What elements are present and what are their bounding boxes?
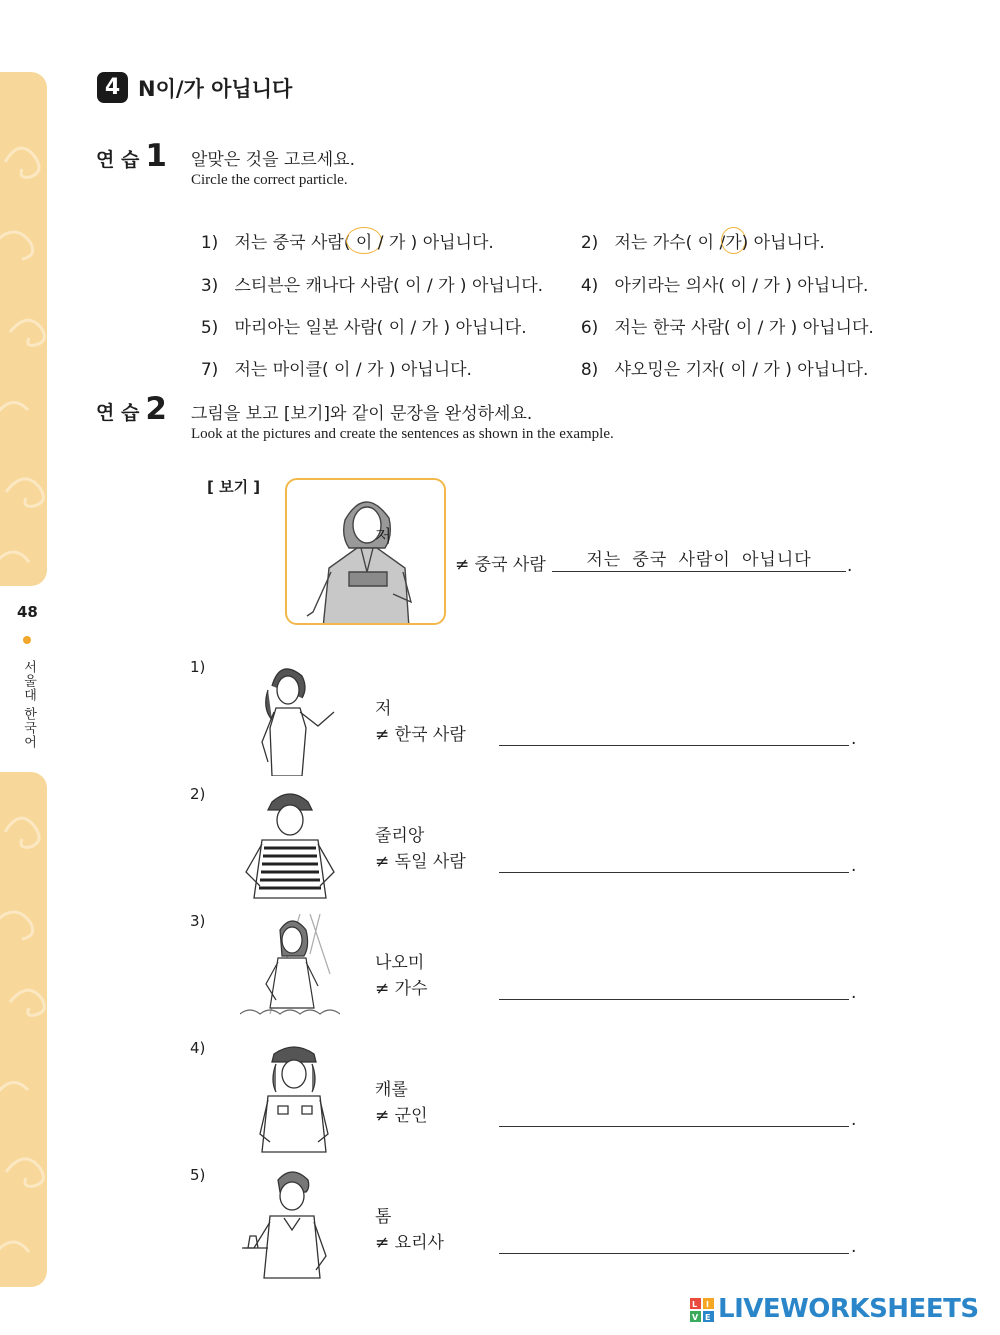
item-number: 2): [580, 233, 599, 253]
question-subject: 캐롤: [375, 1080, 408, 1100]
woman-kimono-illustration: [287, 480, 444, 623]
item-number: 8): [580, 360, 599, 380]
answer-input-2[interactable]: [499, 850, 849, 873]
exercise-number: 1: [145, 138, 167, 174]
exercise-number: 2: [145, 391, 167, 427]
item-number: 4): [580, 276, 599, 296]
question-negation: ≠ 독일 사람: [375, 852, 466, 872]
item-number: 7): [200, 360, 219, 380]
question-subject: 줄리앙: [375, 826, 425, 846]
question-period: .: [851, 1110, 857, 1130]
item-text: ) 아닙니다.: [410, 233, 494, 253]
question-period: .: [851, 1237, 857, 1257]
logo-box-letter: V: [692, 1313, 699, 1322]
question-subject: 저: [375, 699, 392, 719]
item-text: 저는 한국 사람( 이 / 가 ) 아닙니다.: [614, 318, 874, 338]
answer-input-1[interactable]: [499, 723, 849, 746]
particle-separator: /: [377, 233, 384, 253]
logo-box-letter: E: [705, 1313, 711, 1322]
item-number: 5): [200, 318, 219, 338]
item-text: 저는 중국 사람(: [234, 233, 351, 253]
logo-box-letter: L: [692, 1300, 698, 1309]
item-text: ) 아닙니다.: [741, 233, 825, 253]
example-answer: 저는 중국 사람이 아닙니다: [552, 545, 846, 572]
exercise-label-text: 연 습: [96, 149, 140, 171]
liveworksheets-logo-icon: [690, 1298, 716, 1324]
item-number: 6): [580, 318, 599, 338]
sidebar-tab-top: [0, 72, 47, 586]
item-number: 3): [200, 276, 219, 296]
exercise-label-text: 연 습: [96, 402, 140, 424]
waiter-illustration: [240, 1168, 340, 1282]
particle-option-circled[interactable]: 이: [346, 227, 381, 254]
item-text: 아키라는 의사( 이 / 가 ) 아닙니다.: [614, 276, 869, 296]
exercise2-instruction-ko: 그림을 보고 [보기]와 같이 문장을 완성하세요.: [191, 404, 533, 424]
question-negation: ≠ 가수: [375, 979, 428, 999]
particle-option-circled[interactable]: 가: [721, 227, 745, 254]
question-number: 2): [190, 785, 206, 803]
answer-input-3[interactable]: [499, 977, 849, 1000]
question-subject: 나오미: [375, 953, 425, 973]
page-number: 48: [17, 603, 38, 621]
question-subject: 톰: [375, 1207, 392, 1227]
item-number: 1): [200, 233, 219, 253]
answer-input-5[interactable]: [499, 1231, 849, 1254]
man-striped-shirt-illustration: [240, 788, 340, 900]
section-number-badge: 4: [97, 72, 128, 103]
particle-item-6[interactable]: [570, 293, 874, 338]
question-number: 3): [190, 912, 206, 930]
particle-item-2: [570, 208, 825, 253]
item-text: 마리아는 일본 사람( 이 / 가 ) 아닙니다.: [234, 318, 527, 338]
section-title: N이/가 아닙니다: [138, 77, 293, 101]
particle-item-4[interactable]: [570, 251, 868, 296]
particle-item-8[interactable]: [570, 335, 868, 380]
question-number: 4): [190, 1039, 206, 1057]
cloud-pattern-icon: [0, 772, 47, 1287]
answer-input-4[interactable]: [499, 1104, 849, 1127]
question-period: .: [851, 729, 857, 749]
book-title: 서울대 한국어: [21, 660, 36, 750]
question-negation: ≠ 한국 사람: [375, 725, 466, 745]
question-number: 1): [190, 658, 206, 676]
exercise1-instruction-en: Circle the correct particle.: [191, 172, 348, 188]
particle-option[interactable]: 이: [692, 233, 720, 253]
exercise1-instruction-ko: 알맞은 것을 고르세요.: [191, 150, 356, 170]
question-period: .: [851, 856, 857, 876]
item-text: 저는 가수(: [614, 233, 693, 253]
item-text: 샤오밍은 기자( 이 / 가 ) 아닙니다.: [614, 360, 869, 380]
exercise2-instruction-en: Look at the pictures and create the sentences as shown in the example.: [191, 426, 614, 442]
exercise1-label: [96, 138, 167, 174]
soldier-illustration: [250, 1042, 340, 1154]
cloud-pattern-icon: [0, 72, 47, 586]
example-picture: [285, 478, 446, 625]
particle-item-7[interactable]: [190, 335, 472, 380]
singer-illustration: [240, 914, 340, 1026]
question-period: .: [851, 983, 857, 1003]
particle-item-3[interactable]: [190, 251, 543, 296]
question-negation: ≠ 요리사: [375, 1233, 444, 1253]
sidebar-tab-bottom: [0, 772, 47, 1287]
example-negation: ≠ 중국 사람: [455, 555, 546, 575]
particle-item-1: [190, 208, 494, 253]
logo-box-letter: I: [706, 1300, 709, 1309]
liveworksheets-logo-text[interactable]: LIVEWORKSHEETS: [718, 1294, 979, 1324]
particle-item-5[interactable]: [190, 293, 527, 338]
particle-option[interactable]: 가: [383, 233, 411, 253]
woman-presenting-illustration: [250, 660, 340, 776]
example-subject: 저: [375, 527, 392, 547]
exercise2-label: [96, 391, 167, 427]
item-text: 스티븐은 캐나다 사람( 이 / 가 ) 아닙니다.: [234, 276, 544, 296]
question-number: 5): [190, 1166, 206, 1184]
item-text: 저는 마이클( 이 / 가 ) 아닙니다.: [234, 360, 472, 380]
example-period: .: [847, 556, 853, 576]
question-negation: ≠ 군인: [375, 1106, 428, 1126]
page-dot: [23, 636, 31, 644]
example-label: [ 보기 ]: [207, 478, 261, 496]
particle-separator: /: [719, 233, 726, 253]
